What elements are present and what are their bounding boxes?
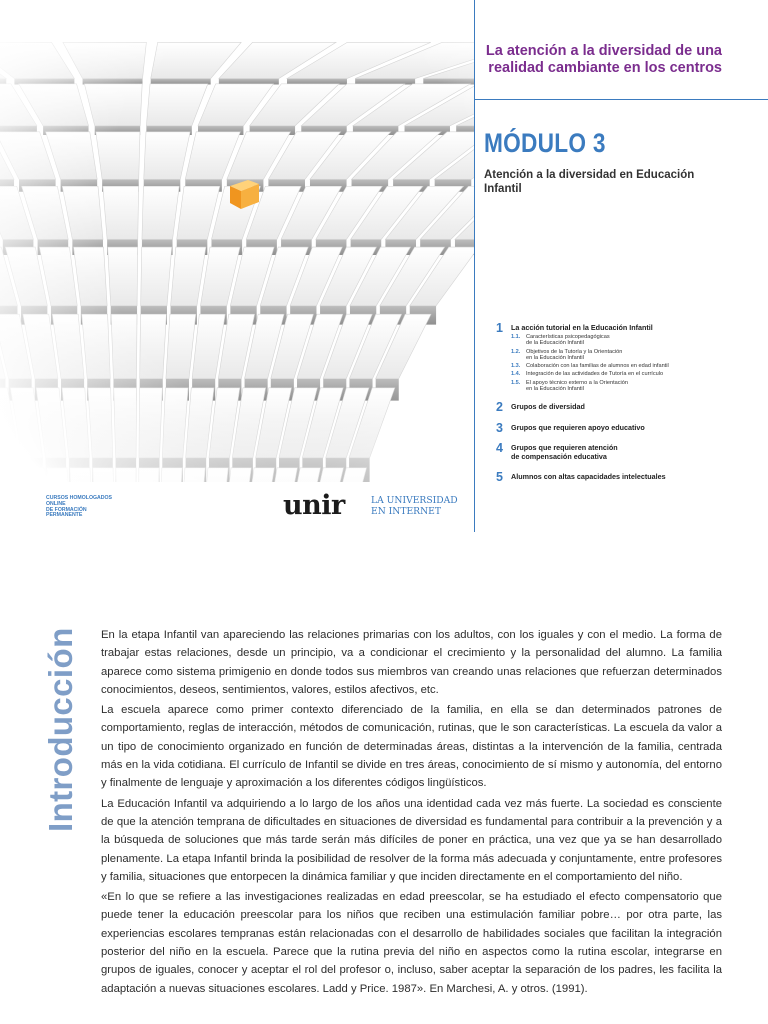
intro-body [101, 626, 722, 1000]
toc-subitem [511, 371, 768, 377]
toc-item-3 [496, 421, 768, 436]
toc-item-5 [496, 470, 768, 485]
toc-label: La acción tutorial en la Educación Infantil [511, 323, 653, 332]
intro-paragraph: La Educación Infantil va adquiriendo a lo largo de los años una identidad cada vez más fuerte. La sociedad es consciente de que la atención temprana de dificultades en situaciones de diversidad es fundamental para contribuir a la prevención y a la búsqueda de soluciones que más tarde serán más difíciles de poner en práctica, una vez que ya se han desarrollado plenamente. La etapa Infantil brinda la posibilidad de resolver de la forma más adecuada y conjuntamente, entre profesores y familia, situaciones que entorpecen la dinámica familiar y que inciden directamente en el comportamiento del niño. [101, 797, 722, 883]
toc-label: Grupos que requieren atención de compensación educativa [511, 443, 618, 462]
intro-heading: Introducción [42, 627, 79, 832]
toc-item-1 [496, 323, 768, 392]
toc-label: Grupos que requieren apoyo educativo [511, 423, 645, 433]
toc-subsections [511, 334, 768, 392]
unir-logo: unir [283, 490, 345, 521]
toc-number: 5 [496, 470, 503, 485]
unir-tagline: LA UNIVERSIDAD EN INTERNET [371, 495, 458, 517]
intro-paragraph: En la etapa Infantil van apareciendo las relaciones primarias con los adultos, con los iguales y con el medio. La forma de trabajar estas relaciones, desde un principio, va a condicionar el crecimiento y la personalidad del alumno. La familia aparece como sistema primigenio en donde todos sus miembros van creando unas relaciones que refuerzan determinados conocimientos, deseos, sentimientos, valores, estilos afectivos, etc. [101, 629, 722, 696]
toc-item-4 [496, 443, 768, 461]
toc-subitem [511, 349, 768, 362]
toc-sub-number: 1.2. [511, 348, 521, 355]
divider-vertical [474, 0, 475, 532]
toc-sub-number: 1.5. [511, 379, 521, 386]
toc-sub-label: Integración de las actividades de Tutoría en el currículo [526, 371, 664, 378]
toc-sub-number: 1.3. [511, 363, 521, 370]
toc-sub-label: Colaboración con las familias de alumnos en edad infantil [526, 363, 669, 370]
toc-sub-number: 1.1. [511, 334, 521, 340]
divider-horizontal [474, 99, 768, 100]
homologated-courses-badge: CURSOS HOMOLOGADOS ONLINE DE FORMACIÓN PERMANENTE [46, 495, 112, 519]
table-of-contents [496, 321, 768, 485]
cover-image [0, 0, 474, 482]
toc-subitem [511, 380, 768, 393]
intro-paragraph: La escuela aparece como primer contexto diferenciado de la familia, en ella se dan determinados patrones de comportamiento, reglas de interacción, métodos de comunicación, rutinas, que le son características. La escuela da valor a un tipo de conocimiento organizado en función de determinadas áreas, distintas a la intervención de la familia, centrada más en la vida cotidiana. El currículo de Infantil se divide en tres áreas, conocimiento de sí mismo y autonomía, del entorno y finalmente de lenguaje y aproximación a los diferentes códigos lingüísticos. [101, 704, 722, 790]
toc-subitem [511, 363, 768, 369]
toc-number: 3 [496, 421, 503, 436]
module-title: MÓDULO 3 [484, 128, 606, 158]
toc-number: 2 [496, 400, 503, 415]
toc-sub-label: El apoyo técnico externo a la Orientación en la Educación Infantil [526, 379, 628, 393]
series-title: La atención a la diversidad de una realidad cambiante en los centros [485, 43, 722, 76]
toc-number: 1 [496, 321, 503, 335]
toc-sub-label: Objetivos de la Tutoría y la Orientación en la Educación Infantil [526, 348, 623, 361]
toc-number: 4 [496, 441, 503, 456]
toc-subitem [511, 334, 768, 347]
module-subtitle: Atención a la diversidad en Educación Infantil [484, 169, 695, 195]
toc-label: Grupos de diversidad [511, 402, 585, 412]
toc-sub-number: 1.4. [511, 371, 521, 378]
toc-sub-label: Características psicopedagógicas de la Educación Infantil [526, 334, 610, 347]
toc-label: Alumnos con altas capacidades intelectuales [511, 472, 666, 482]
toc-item-2 [496, 400, 768, 415]
intro-paragraph: «En lo que se refiere a las investigaciones realizadas en edad preescolar, se ha estudiado el efecto compensatorio que puede tener la educación preescolar para los niños que reciben una estimulación familiar pobre… por otra parte, las experiencias escolares tempranas están relacionadas con el desarrollo de habilidades sociales que facilitan la integración posterior del niño en la escuela. Parece que la rutina previa del niño en aspectos como la rutina escolar, integrarse en grupos de iguales, conocer y aceptar el rol del profesor o, incluso, saber aceptar la separación de los padres, les facilita la adaptación a nuevas situaciones escolares. Ladd y Price. 1987». En Marchesi, A. y otros. (1991). [101, 891, 722, 995]
tile-grid-illustration [0, 0, 474, 482]
